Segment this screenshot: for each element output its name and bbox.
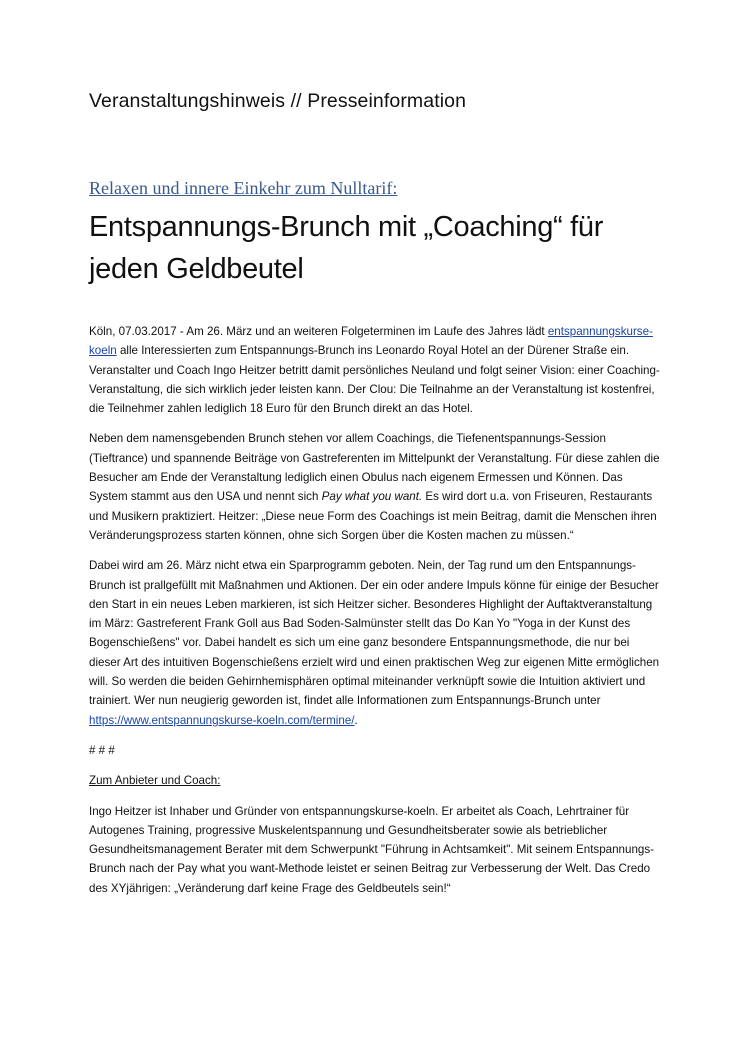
about-heading: Zum Anbieter und Coach: bbox=[89, 774, 221, 788]
paragraph-program bbox=[89, 429, 663, 545]
kicker-subtitle: Relaxen und innere Einkehr zum Nulltarif: bbox=[89, 178, 398, 198]
paragraph-highlight-rest: . bbox=[354, 713, 358, 727]
paragraph-program-lead: Neben dem namensgebenden Brunch stehen vor allem Coachings, die Tiefenentspannungs-Session (Tieftrance) und spannende Beiträge von Gastreferenten im Mittelpunkt der Veranstaltung. Für diese zahlen die Besucher am Ende der Veranstaltung lediglich einen Obulus nach eigenem Ermessen und Können. Das System stammt aus den USA und nennt sich bbox=[89, 432, 660, 504]
section-separator: # # # bbox=[89, 743, 115, 757]
body-text bbox=[89, 322, 663, 909]
company-link[interactable]: entspannungskurse-koeln bbox=[89, 325, 653, 358]
termine-link[interactable]: https://www.entspannungskurse-koeln.com/termine/ bbox=[89, 713, 355, 727]
paragraph-highlight bbox=[89, 556, 663, 730]
document-type-label: Veranstaltungshinweis // Presseinformation bbox=[89, 90, 467, 112]
paragraph-highlight-lead: Dabei wird am 26. März nicht etwa ein Sparprogramm geboten. Nein, der Tag rund um den Entspannungs-Brunch ist prallgefüllt mit Maßnahmen und Aktionen. Der ein oder andere Impuls könne für einige der Besucher den Start in ein neues Leben markieren, ist sich Heitzer sicher. Besonderes Highlight der Auftaktveranstaltung im März: Gastreferent Frank Goll aus Bad Soden-Salmünster stellt das Do Kan Yo "Yoga in der Kunst des Bogenschießens" vor. Dabei handelt es sich um eine ganz besondere Entspannungsmethode, die nur bei dieser Art des intuitiven Bogenschießens erzielt wird und einen praktischen Weg zur eigenen Mitte ermöglichen will. So werden die beiden Gehirnhemisphären optimal miteinander verknüpft sowie die Intuition aktiviert und trainiert. Wer nun neugierig geworden ist, findet alle Informationen zum Entspannungs-Brunch unter bbox=[89, 559, 660, 708]
paragraph-program-rest: Es wird dort u.a. von Friseuren, Restaurants und Musikern praktiziert. Heitzer: „Diese neue Form des Coachings ist mein Beitrag, damit die Menschen ihren Veränderungsprozess starten können, ohne sich Sorgen über die Kosten machen zu müssen.“ bbox=[89, 490, 657, 542]
paragraph-intro bbox=[89, 322, 663, 418]
pay-what-you-want-emphasis: Pay what you want. bbox=[321, 490, 423, 504]
paragraph-intro-lead: Köln, 07.03.2017 - Am 26. März und an weiteren Folgeterminen im Laufe des Jahres lädt bbox=[89, 325, 548, 338]
headline: Entspannungs-Brunch mit „Coaching“ für jeden Geldbeutel bbox=[89, 211, 604, 285]
about-paragraph: Ingo Heitzer ist Inhaber und Gründer von entspannungskurse-koeln. Er arbeitet als Coach, Lehrtrainer für Autogenes Training, progressive Muskelentspannung und Gesundheitsberater sowie als betrieblicher Gesundheitsmanagement Berater mit dem Schwerpunkt "Führung in Achtsamkeit". Mit seinem Entspannungs-Brunch nach der Pay what you want-Methode leistet er seinen Beitrag zur Verbesserung der Welt. Das Credo des XYjährigen: „Veränderung darf keine Frage des Geldbeutels sein!“ bbox=[89, 804, 655, 895]
paragraph-intro-rest: alle Interessierten zum Entspannungs-Brunch ins Leonardo Royal Hotel an der Dürener Straße ein. Veranstalter und Coach Ingo Heitzer betritt damit persönliches Neuland und folgt seiner Vision: einer Coaching-Veranstaltung, die sich wirklich jeder leisten kann. Der Clou: Die Teilnahme an der Veranstaltung ist kostenfrei, die Teilnehmer zahlen lediglich 18 Euro für den Brunch direkt an das Hotel. bbox=[89, 344, 660, 416]
